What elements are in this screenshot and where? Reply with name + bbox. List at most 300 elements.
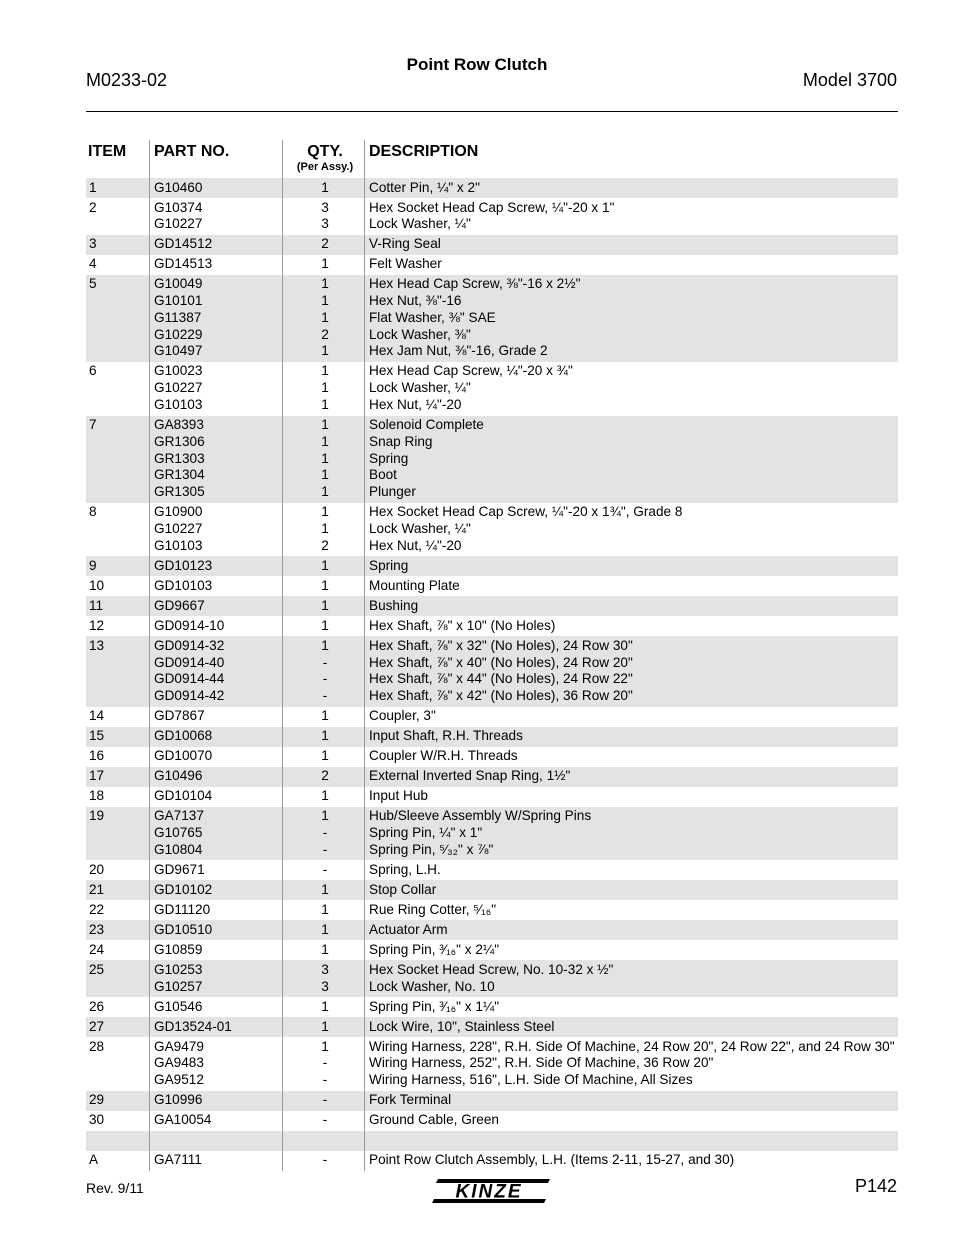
quantity: 1 <box>321 1038 329 1054</box>
quantity: - <box>322 654 328 670</box>
part-number: G10374 <box>154 199 203 215</box>
part-number: GR1303 <box>154 450 205 466</box>
column-divider <box>149 767 150 787</box>
description: Hex Head Cap Screw, ¼"-20 x ¾" <box>369 363 573 379</box>
description-cell <box>369 255 442 273</box>
column-divider <box>364 416 365 503</box>
item-number: 13 <box>89 637 105 653</box>
quantity: 1 <box>321 433 329 449</box>
table-row <box>86 1037 898 1091</box>
part-number-cell <box>154 275 202 360</box>
description-cell <box>369 1037 895 1089</box>
item-number: A <box>89 1152 99 1168</box>
column-header-part-no: PART NO. <box>154 143 230 160</box>
description-cell <box>369 235 441 253</box>
description: Hex Socket Head Screw, No. 10-32 x ½" <box>369 961 614 977</box>
description: Spring <box>369 557 409 573</box>
column-divider <box>364 997 365 1017</box>
column-divider <box>149 1131 150 1151</box>
column-divider <box>149 920 150 940</box>
description-cell <box>369 807 591 859</box>
part-number: GD10070 <box>154 748 213 764</box>
quantity: 1 <box>321 256 329 272</box>
part-number-cell <box>154 960 202 995</box>
part-number: GD11120 <box>154 901 211 917</box>
quantity-cell <box>286 860 364 878</box>
column-divider <box>364 880 365 900</box>
column-divider <box>282 140 283 178</box>
quantity-cell <box>286 1131 364 1149</box>
description: Hex Nut, ¼"-20 <box>369 397 462 413</box>
description: Flat Washer, ⅜" SAE <box>369 309 496 325</box>
table-row <box>86 707 898 727</box>
table-row <box>86 596 898 616</box>
quantity: - <box>322 861 328 877</box>
column-divider <box>282 960 283 997</box>
part-number-cell <box>154 1091 202 1109</box>
part-number: GD9671 <box>154 861 205 877</box>
description-cell <box>369 1091 451 1109</box>
column-divider <box>149 140 150 178</box>
description-cell <box>369 556 408 574</box>
part-number-cell <box>154 636 224 705</box>
part-number-cell <box>154 362 202 414</box>
part-number: GA10054 <box>154 1112 212 1128</box>
description: Coupler, 3" <box>369 708 436 724</box>
part-number-cell <box>154 576 212 594</box>
quantity: 1 <box>321 617 329 633</box>
column-divider <box>364 1111 365 1131</box>
table-row <box>86 255 898 275</box>
description: Boot <box>369 467 397 483</box>
column-divider <box>282 997 283 1017</box>
column-divider <box>364 362 365 416</box>
table-row <box>86 900 898 920</box>
column-divider <box>282 940 283 960</box>
table-row <box>86 807 898 861</box>
part-number: GD10102 <box>154 881 213 897</box>
description: Hex Head Cap Screw, ⅜"-16 x 2½" <box>369 276 581 292</box>
table-row <box>86 362 898 416</box>
quantity: 1 <box>321 577 329 593</box>
description: Hex Socket Head Cap Screw, ¼"-20 x 1¾", Grade 8 <box>369 504 683 520</box>
page-number: P142 <box>854 1176 897 1196</box>
item-number: 25 <box>89 961 105 977</box>
table-row <box>86 503 898 557</box>
quantity-cell <box>286 503 364 555</box>
quantity-cell <box>286 1111 364 1129</box>
quantity: - <box>322 1055 328 1071</box>
description: Fork Terminal <box>369 1092 452 1108</box>
column-divider <box>149 1111 150 1131</box>
item-number: 30 <box>89 1112 105 1128</box>
column-divider <box>282 362 283 416</box>
part-number: GD14513 <box>154 256 213 272</box>
description-cell <box>369 596 418 614</box>
quantity-cell <box>286 880 364 898</box>
quantity: 1 <box>321 901 329 917</box>
description: Coupler W/R.H. Threads <box>369 748 518 764</box>
quantity: - <box>322 841 328 857</box>
part-number: GD10068 <box>154 728 213 744</box>
description: Lock Washer, ⅜" <box>369 326 471 342</box>
description: Rue Ring Cotter, ⁵⁄₁₆" <box>369 901 497 917</box>
part-number: G11387 <box>154 309 202 325</box>
column-divider <box>282 198 283 235</box>
column-divider <box>149 255 150 275</box>
part-number: GD0914-32 <box>154 637 225 653</box>
description: Spring Pin, ³⁄₁₆" x 1¼" <box>369 998 500 1014</box>
column-divider <box>149 503 150 557</box>
quantity: 1 <box>321 748 329 764</box>
description: Hex Shaft, ⅞" x 40" (No Holes), 24 Row 20" <box>369 654 633 670</box>
quantity-cell <box>286 807 364 859</box>
description-cell <box>369 1017 554 1035</box>
description-cell <box>369 416 484 501</box>
quantity: 1 <box>321 788 329 804</box>
table-row <box>86 1017 898 1037</box>
column-divider <box>282 920 283 940</box>
quantity: 1 <box>321 276 329 292</box>
part-number: G10103 <box>154 397 203 413</box>
kinze-logo <box>432 1176 550 1206</box>
part-number-cell <box>154 940 202 958</box>
column-divider <box>364 616 365 636</box>
column-divider <box>282 787 283 807</box>
item-number: 22 <box>89 901 105 917</box>
column-divider <box>282 1037 283 1091</box>
part-number: GD10510 <box>154 921 213 937</box>
column-divider <box>282 178 283 198</box>
part-number-cell <box>154 767 202 785</box>
column-divider <box>282 1131 283 1151</box>
part-number: GD0914-42 <box>154 688 225 704</box>
part-number: GR1306 <box>154 433 205 449</box>
item-number: 3 <box>89 236 97 252</box>
table-row <box>86 727 898 747</box>
column-divider <box>282 767 283 787</box>
column-divider <box>364 1037 365 1091</box>
quantity: 1 <box>321 597 329 613</box>
column-divider <box>364 767 365 787</box>
table-row <box>86 198 898 235</box>
column-header-qty: QTY. <box>307 143 343 160</box>
quantity <box>286 1132 364 1149</box>
description-cell <box>369 616 555 634</box>
quantity: 2 <box>321 326 329 342</box>
description: Snap Ring <box>369 433 433 449</box>
description: Input Shaft, R.H. Threads <box>369 728 523 744</box>
description: Lock Washer, ¼" <box>369 521 471 537</box>
item-number: 18 <box>89 788 105 804</box>
part-number: GR1305 <box>154 484 205 500</box>
part-number-cell <box>154 807 204 859</box>
quantity: 1 <box>321 728 329 744</box>
column-divider <box>364 1131 365 1151</box>
table-row <box>86 747 898 767</box>
column-divider <box>364 198 365 235</box>
column-divider <box>149 576 150 596</box>
column-divider <box>149 178 150 198</box>
quantity: 1 <box>321 941 329 957</box>
column-divider <box>364 1091 365 1111</box>
part-number: G10227 <box>154 521 203 537</box>
column-divider <box>149 198 150 235</box>
column-divider <box>282 503 283 557</box>
column-divider <box>149 787 150 807</box>
item-number: 21 <box>89 881 105 897</box>
description: Hex Shaft, ⅞" x 44" (No Holes), 24 Row 22" <box>369 671 633 687</box>
description: Hex Socket Head Cap Screw, ¼"-20 x 1" <box>369 199 615 215</box>
description: Input Hub <box>369 788 428 804</box>
quantity: 1 <box>321 637 329 653</box>
table-row <box>86 275 898 362</box>
column-divider <box>364 940 365 960</box>
item-number: 23 <box>89 921 105 937</box>
column-divider <box>364 503 365 557</box>
quantity: 3 <box>321 961 329 977</box>
description-cell <box>369 900 496 918</box>
part-number-cell <box>154 1037 204 1089</box>
column-divider <box>149 807 150 861</box>
description-cell <box>369 940 499 958</box>
description: Spring, L.H. <box>369 861 441 877</box>
item-number: 15 <box>89 728 105 744</box>
quantity-cell <box>286 636 364 705</box>
table-row <box>86 636 898 706</box>
description: Hex Shaft, ⅞" x 10" (No Holes) <box>369 617 556 633</box>
description: Lock Washer, ¼" <box>369 216 471 232</box>
description: Wiring Harness, 252", R.H. Side Of Machine, 36 Row 20" <box>369 1055 714 1071</box>
quantity: 1 <box>321 521 329 537</box>
quantity: 3 <box>321 978 329 994</box>
part-number: G10765 <box>154 825 203 841</box>
part-number-cell <box>154 747 212 765</box>
table-row <box>86 997 898 1017</box>
part-number: GD0914-10 <box>154 617 225 633</box>
quantity: - <box>322 671 328 687</box>
part-number-cell <box>154 787 212 805</box>
quantity-cell <box>286 255 364 273</box>
part-number: G10257 <box>154 978 203 994</box>
column-divider <box>364 255 365 275</box>
quantity: - <box>322 1072 328 1088</box>
column-divider <box>282 616 283 636</box>
quantity: 1 <box>321 504 329 520</box>
quantity-cell <box>286 616 364 634</box>
part-number: G10023 <box>154 363 203 379</box>
description-cell <box>369 787 428 805</box>
column-divider <box>282 576 283 596</box>
table-row <box>86 235 898 255</box>
quantity-cell <box>286 275 364 360</box>
quantity: 1 <box>321 363 329 379</box>
item-number: 11 <box>89 597 104 613</box>
description-cell <box>369 576 460 594</box>
column-divider <box>282 235 283 255</box>
quantity: - <box>322 1092 328 1108</box>
part-number: G10460 <box>154 179 203 195</box>
column-divider <box>364 860 365 880</box>
quantity-cell <box>286 235 364 253</box>
part-number-cell <box>154 900 210 918</box>
quantity: 1 <box>321 309 329 325</box>
column-divider <box>149 416 150 503</box>
item-number: 14 <box>89 708 105 724</box>
item-number: 2 <box>89 199 97 215</box>
quantity-cell <box>286 556 364 574</box>
part-number: G10229 <box>154 326 203 342</box>
table-row <box>86 556 898 576</box>
model-label: Model 3700 <box>802 70 897 90</box>
quantity-cell <box>286 362 364 414</box>
quantity: 2 <box>321 537 329 553</box>
part-number: G10859 <box>154 941 203 957</box>
header-rule <box>86 111 898 112</box>
quantity-cell <box>286 178 364 196</box>
description-cell <box>369 275 580 360</box>
description: Mounting Plate <box>369 577 460 593</box>
quantity-cell <box>286 900 364 918</box>
description-cell <box>369 503 682 555</box>
revision-label: Rev. 9/11 <box>86 1180 144 1196</box>
column-divider <box>149 636 150 706</box>
part-number: G10103 <box>154 537 203 553</box>
part-number: G10546 <box>154 998 203 1014</box>
part-number: GA9483 <box>154 1055 204 1071</box>
part-number: G10900 <box>154 504 203 520</box>
svg-text:KINZE: KINZE <box>455 1181 523 1203</box>
description-cell <box>369 960 613 995</box>
column-divider <box>364 636 365 706</box>
quantity: 2 <box>321 236 329 252</box>
part-number-cell <box>154 880 212 898</box>
part-number-cell <box>154 997 202 1015</box>
column-divider <box>364 556 365 576</box>
description-cell <box>369 747 518 765</box>
quantity: 2 <box>321 768 329 784</box>
column-divider <box>364 1017 365 1037</box>
table-row <box>86 880 898 900</box>
part-number: G10496 <box>154 768 203 784</box>
description: Solenoid Complete <box>369 417 484 433</box>
description: Ground Cable, Green <box>369 1112 499 1128</box>
description-cell <box>369 997 499 1015</box>
description: Hub/Sleeve Assembly W/Spring Pins <box>369 808 592 824</box>
column-divider <box>282 596 283 616</box>
table-row <box>86 960 898 997</box>
column-divider <box>149 997 150 1017</box>
part-number: GR1304 <box>154 467 205 483</box>
item-number: 28 <box>89 1038 105 1054</box>
table-row <box>86 860 898 880</box>
part-number-cell <box>154 556 212 574</box>
quantity: - <box>322 688 328 704</box>
column-divider <box>149 707 150 727</box>
column-divider <box>149 940 150 960</box>
part-number: GD10104 <box>154 788 213 804</box>
item-number: 6 <box>89 363 97 379</box>
page-title: Point Row Clutch <box>406 55 548 74</box>
column-divider <box>282 556 283 576</box>
description: Lock Washer, No. 10 <box>369 978 495 994</box>
description: Lock Wire, 10", Stainless Steel <box>369 1018 555 1034</box>
table-row <box>86 178 898 198</box>
description-cell <box>369 880 436 898</box>
column-divider <box>364 807 365 861</box>
column-divider <box>149 860 150 880</box>
description: Actuator Arm <box>369 921 448 937</box>
column-divider <box>149 960 150 997</box>
description: Spring Pin, ⁵⁄₃₂" x ⅞" <box>369 841 494 857</box>
quantity: 1 <box>321 557 329 573</box>
column-divider <box>282 707 283 727</box>
column-divider <box>364 235 365 255</box>
quantity: 1 <box>321 467 329 483</box>
table-row <box>86 940 898 960</box>
column-divider <box>364 727 365 747</box>
quantity-cell <box>286 576 364 594</box>
column-divider <box>282 1091 283 1111</box>
description: Wiring Harness, 228", R.H. Side Of Machine, 24 Row 20", 24 Row 22", and 24 Row 30" <box>369 1038 895 1054</box>
part-number-cell <box>154 727 212 745</box>
part-number: GD14512 <box>154 236 213 252</box>
quantity-cell <box>286 787 364 805</box>
quantity: 1 <box>321 921 329 937</box>
quantity-cell <box>286 1091 364 1109</box>
part-number-cell <box>154 860 205 878</box>
column-divider <box>149 556 150 576</box>
part-number-cell <box>154 1111 211 1129</box>
part-number: G10497 <box>154 343 203 359</box>
part-number: GA8393 <box>154 417 204 433</box>
description: Point Row Clutch Assembly, L.H. (Items 2-11, 15-27, and 30) <box>369 1152 735 1168</box>
column-divider <box>282 255 283 275</box>
part-number: GD13524-01 <box>154 1018 232 1034</box>
item-number: 12 <box>89 617 105 633</box>
column-divider <box>282 727 283 747</box>
item-number: 29 <box>89 1092 105 1108</box>
quantity: - <box>322 1152 328 1168</box>
part-number: G10253 <box>154 961 203 977</box>
column-divider <box>364 596 365 616</box>
description-cell <box>369 362 573 414</box>
description: V-Ring Seal <box>369 236 441 252</box>
quantity: 1 <box>321 881 329 897</box>
item-number: 19 <box>89 808 105 824</box>
column-divider <box>149 747 150 767</box>
part-number: GA9479 <box>154 1038 204 1054</box>
quantity: 1 <box>321 708 329 724</box>
part-number: GA9512 <box>154 1072 204 1088</box>
part-number: GD10123 <box>154 557 213 573</box>
table-row <box>86 767 898 787</box>
quantity: 3 <box>321 199 329 215</box>
part-number: GD0914-40 <box>154 654 225 670</box>
quantity: 1 <box>321 450 329 466</box>
quantity: 3 <box>321 216 329 232</box>
table-row <box>86 1151 898 1171</box>
item-number: 1 <box>89 179 97 195</box>
column-divider <box>149 235 150 255</box>
quantity: - <box>322 1112 328 1128</box>
item-number: 5 <box>89 276 97 292</box>
column-divider <box>149 880 150 900</box>
description-cell <box>369 178 480 196</box>
column-divider <box>149 362 150 416</box>
quantity-cell <box>286 198 364 233</box>
part-number: GD0914-44 <box>154 671 225 687</box>
